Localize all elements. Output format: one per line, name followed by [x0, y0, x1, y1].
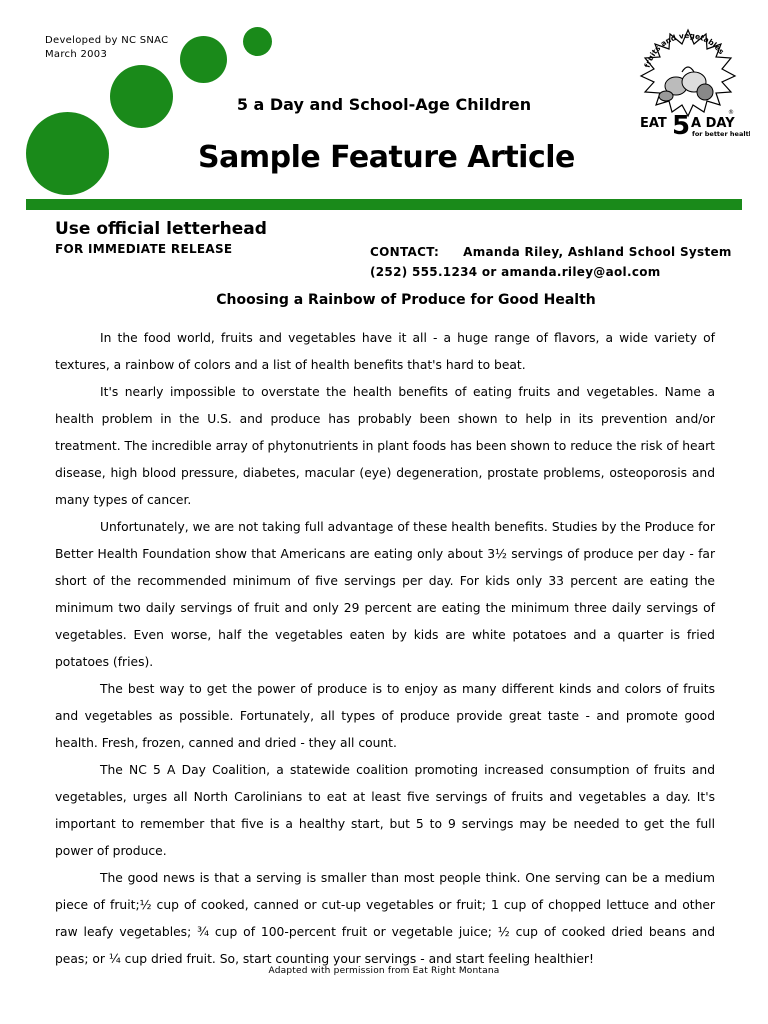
decorative-circle-large	[26, 112, 109, 195]
release-notice: FOR IMMEDIATE RELEASE	[55, 242, 233, 256]
contact-phone-email: (252) 555.1234 or amanda.riley@aol.com	[370, 265, 661, 279]
article-headline: Choosing a Rainbow of Produce for Good Health	[216, 292, 596, 308]
decorative-circle-small	[180, 36, 227, 83]
eat-5-a-day-logo	[630, 26, 750, 142]
divider-bar	[26, 199, 742, 210]
article-paragraph: In the food world, fruits and vegetables have it all - a huge range of flavors, a wide variety of textures, a rainbow of colors and a list of health benefits that's hard to beat.	[55, 331, 715, 372]
subtitle-text: 5 a Day and School-Age Children	[236, 95, 532, 114]
svg-text:for better health: for better health	[692, 130, 750, 138]
svg-text:A DAY: A DAY	[691, 116, 735, 131]
contact-name: Amanda Riley, Ashland School System	[463, 245, 732, 259]
article-body	[55, 325, 715, 973]
contact-label: CONTACT:	[370, 245, 440, 259]
developer-note	[45, 34, 168, 62]
svg-text:EAT: EAT	[640, 116, 667, 131]
article-paragraph: The NC 5 A Day Coalition, a statewide coalition promoting increased consumption of fruits and vegetables, urges all North Carolinians to eat at least five servings of fruits and vegetables a day. It's important to remember that five is a healthy start, but 5 to 9 servings may be needed to get the full power of produce.	[55, 763, 715, 858]
contact-block	[370, 242, 732, 282]
page-subtitle	[0, 95, 768, 114]
svg-text:fruits and vegetables: fruits and vegetables	[642, 30, 727, 69]
svg-text:®: ®	[728, 109, 734, 116]
produce-basket-icon	[630, 26, 750, 142]
letterhead-note: Use official letterhead	[55, 219, 267, 239]
footer-credit: Adapted with permission from Eat Right Montana	[268, 966, 500, 976]
page-title: Sample Feature Article	[198, 140, 575, 175]
article-paragraph: It's nearly impossible to overstate the health benefits of eating fruits and vegetables. Name a health problem in the U.S. and produce has probably been shown to help in its prevention and/or treatment. The incredible array of phytonutrients in plant foods has been shown to reduce the risk of heart disease, high blood pressure, diabetes, macular (eye) degeneration, prostate problems, osteoporosis and many types of cancer.	[55, 385, 715, 507]
developer-date: March 2003	[45, 49, 108, 60]
article-paragraph: The best way to get the power of produce is to enjoy as many different kinds and colors of fruits and vegetables as possible. Fortunately, all types of produce provide great taste - and promote good health. Fresh, frozen, canned and dried - they all count.	[55, 682, 715, 750]
contact-line	[370, 242, 732, 262]
article-paragraph: The good news is that a serving is smaller than most people think. One serving can be a medium piece of fruit;½ cup of cooked, canned or cut-up vegetables or fruit; 1 cup of chopped lettuce and other raw leafy vegetables; ¾ cup of 100-percent fruit or vegetable juice; ½ cup of cooked dried beans and peas; or ¼ cup dried fruit. So, start counting your servings - and start feeling healthier!	[55, 871, 715, 966]
svg-text:5: 5	[672, 111, 691, 141]
developer-name: Developed by NC SNAC	[45, 35, 169, 46]
decorative-circle-tiny	[243, 27, 272, 56]
article-paragraph: Unfortunately, we are not taking full advantage of these health benefits. Studies by the Produce for Better Health Foundation show that Americans are eating only about 3½ servings of produce per day - far short of the recommended minimum of five servings per day. For kids only 33 percent are eating the minimum two daily servings of fruit and only 29 percent are eating the minimum three daily servings of vegetables. Even worse, half the vegetables eaten by kids are white potatoes and a quarter is fried potatoes (fries).	[55, 520, 715, 669]
